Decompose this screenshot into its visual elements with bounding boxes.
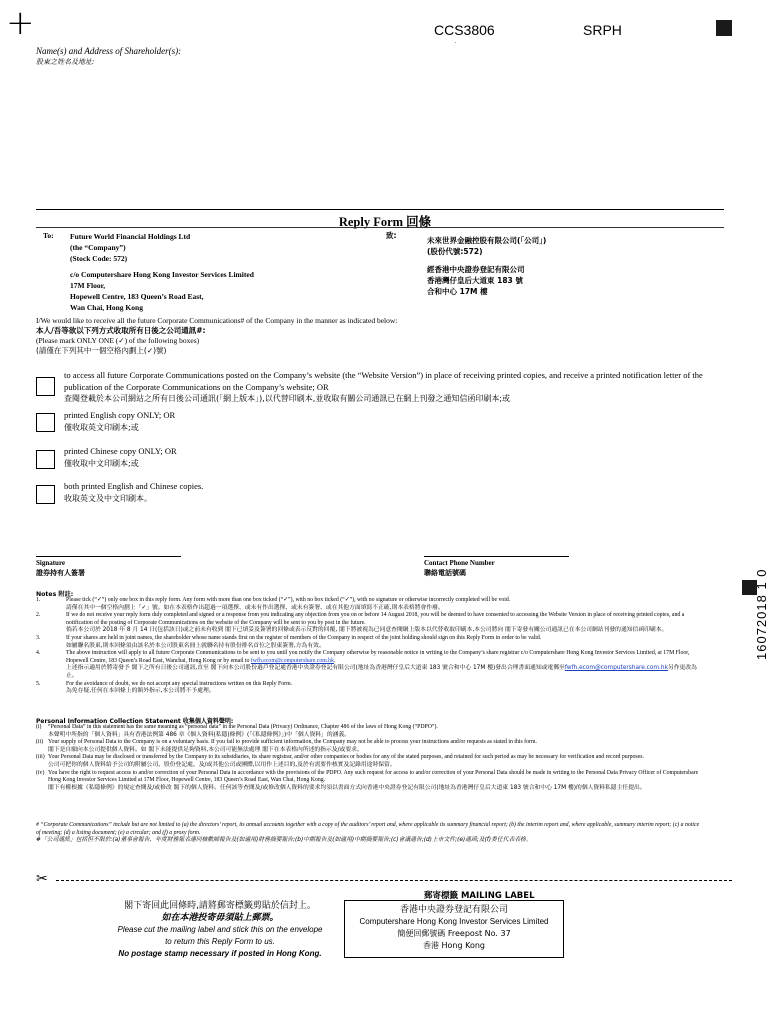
phone-label-en: Contact Phone Number	[424, 559, 495, 567]
note-item: 4. The above instruction will apply to all future Corporate Communications to be sent to you until you notify the Company otherwise by reasonable notice in writing to the Company’s share registrar c/o Computershare Hong Kong Investor Services Limited, at 17M Floor, Hopewell Centre, 183 Queen’s Road East, Wanchai, Hong Kong or by email to fwfh.ecom@computershare.com.hk. 上述指示適用於將寄發予 閣下之所有日後公司通訊,直至 閣下向本公司股份過戶登記處香港中央證券登記有限公司(地址為香港灣仔皇后大道東 183 號合和中心 17M 樓)發出合理書面通知或電郵至fwfh.ecom@computershare.com.hk另作更改為止。	[36, 650, 697, 679]
signature-label	[36, 559, 85, 578]
registrar-email-link-zh[interactable]: fwfh.ecom@computershare.com.hk	[564, 665, 668, 672]
option-website-checkbox[interactable]	[36, 377, 55, 396]
registrar-en: c/o Computershare Hong Kong Investor Services Limited	[70, 270, 254, 279]
note-item: 5. For the avoidance of doubt, we do not accept any special instructions written on this Reply Form. 為免存疑,任何在本回條上的額外指示,本公司將不予處理。	[36, 680, 293, 695]
mailing-address-box	[344, 900, 564, 958]
mailing-instructions	[80, 900, 360, 960]
option-website-zh: 查閱登載於本公司網站之所有日後公司通訊(「網上版本」),以代替印刷本,並收取有關公司通訊已在網上刊發之通知信函印刷本;或	[64, 394, 511, 403]
company-name-zh: 未來世界金融控股有限公司(「公司」)	[427, 236, 547, 245]
shareholder-label-zh: 股東之姓名及地址:	[36, 58, 95, 66]
option-both-en: both printed English and Chinese copies.	[64, 481, 204, 491]
title-rule-top	[36, 209, 724, 210]
stock-code-zh: (股份代號:572)	[427, 247, 483, 256]
mailing-instruction-en2: to return this Reply Form to us.	[165, 937, 275, 946]
registrar-email-link[interactable]: fwfh.ecom@computershare.com.hk	[250, 657, 334, 664]
notes-list	[36, 597, 702, 696]
to-label-zh: 致:	[386, 231, 397, 240]
option-chinese-en: printed Chinese copy ONLY; OR	[64, 446, 177, 456]
address-line1-zh: 香港灣仔皇后大道東 183 號	[427, 276, 523, 285]
mailing-instruction-en1: Please cut the mailing label and stick this on the envelope	[117, 925, 323, 934]
mailing-instruction-en3: No postage stamp necessary if posted in Hong Kong.	[118, 949, 322, 958]
address-line2-en: Hopewell Centre, 183 Queen’s Road East,	[70, 292, 204, 301]
option-website-text	[64, 370, 724, 405]
signature-line[interactable]	[36, 556, 181, 557]
instruction-line1-zh: 本人/吾等欲以下列方式收取所有日後之公司通訊#:	[36, 326, 206, 335]
mailing-box-city: 香港 Hong Kong	[422, 941, 486, 950]
scissors-icon: ✂	[36, 871, 48, 887]
option-chinese-checkbox[interactable]	[36, 450, 55, 469]
reply-form-title: Reply Form 回條	[338, 215, 432, 229]
address-line1-en: 17M Floor,	[70, 281, 106, 290]
corner-marker-icon	[716, 20, 732, 36]
mailing-box-freepost: 簡便回郵號碼 Freepost No. 37	[397, 929, 511, 938]
option-both-checkbox[interactable]	[36, 485, 55, 504]
mailing-box-registrar-en: Computershare Hong Kong Investor Services Limited	[359, 917, 549, 926]
stock-code-en: (Stock Code: 572)	[70, 254, 128, 263]
option-english-checkbox[interactable]	[36, 413, 55, 432]
notes-heading: Notes 附註:	[36, 591, 74, 598]
side-barcode-text: 16072018 1 0	[754, 568, 769, 660]
note-item: 2. If we do not receive your reply form duly completed and signed or a response from you indicating any objection from you on or before 14 August 2018, you will be deemed to have consented to accessing the Website Version in place of receiving printed copies, and a notification of the posting of Corporate Communications on the website of the Company will be sent to you by post in the future. 倘若本公司於 2018 年 8 月 14 日(包括該日)或之前未有收到 閣下已填妥及簽署的回條或表示反對的回覆, 閣下將被視為已同意查閱網上版本以代替收取印刷本,本公司將向 閣下寄發有關公司通訊已在本公司網站刊發的通知信函印刷本。	[36, 612, 685, 634]
option-chinese-text	[64, 446, 177, 469]
option-chinese-zh: 僅收取中文印刷本;或	[64, 458, 139, 468]
mailing-instruction-zh1: 閣下寄回此回條時,請將郵寄標籤剪貼於信封上。	[124, 901, 316, 911]
corporate-communications-footnote	[36, 822, 702, 845]
mailing-instruction-zh2: 如在本港投寄毋須貼上郵票。	[161, 913, 279, 923]
pics-list	[36, 724, 702, 792]
option-website-en: to access all future Corporate Communications posted on the Company’s website (the “Website Version”) in place of receiving printed copies, and receive a printed notification letter of the publication of the Corporate Communications on the Company’s website; OR	[64, 370, 703, 392]
option-english-en: printed English copy ONLY; OR	[64, 410, 176, 420]
title-rule-bottom	[36, 227, 724, 228]
document-code-2: SRPH	[583, 22, 622, 38]
pics-item: (iv) You have the right to request access to and/or correction of your Personal Data in accordance with the provisions of the PDPO. Any such request for access to and/or correction of your Personal Data should be made in writing to the Personal Data Privacy Officer of Computershare Hong Kong Investor Services Limited at 17M Floor, Hopewell Centre, 183 Queen’s Road East, Wan Chai, Hong Kong. 閣下有權根據《私隱條例》的規定查閱及/或修改 閣下的個人資料。任何該等查閱及/或修改個人資料的要求均須以書面方式向香港中央證券登記有限公司(地址為香港灣仔皇后大道東 183 號合和中心 17M 樓)的個人資料私隱主任提出。	[36, 769, 699, 791]
instruction-block	[36, 316, 726, 356]
pics-item: (i) “Personal Data” in this statement has the same meaning as “personal data” in the Personal Data (Privacy) Ordinance, Chapter 486 of the laws of Hong Kong (“PDPO”). 本聲明中所指的「個人資料」具有香港法例第 486 章《個人資料(私隱)條例》(「《私隱條例》」)中「個人資料」的涵義。	[36, 724, 438, 738]
registrar-zh: 經香港中央證券登記有限公司	[427, 265, 525, 274]
document-code: CCS3806	[434, 22, 495, 38]
option-both-text	[64, 481, 203, 504]
company-alias-en: (the “Company”)	[70, 243, 126, 252]
instruction-line1-en: I/We would like to receive all the future Corporate Communications# of the Company in the manner as indicated below:	[36, 316, 398, 325]
shareholder-label-en: Name(s) and Address of Shareholder(s):	[36, 46, 182, 56]
mailing-label-title: 郵寄標籤 MAILING LABEL	[424, 891, 535, 901]
footnote-en: # “Corporate Communications” include but are not limited to (a) the directors’ report, its annual accounts together with a copy of the auditors’ report and, where applicable its summary financial report; (b) the interim report and, where applicable, summary interim report; (c) a notice of meeting; (d) a listing document; (e) a circular; and (f) a proxy form.	[36, 822, 700, 836]
instruction-line2-en: (Please mark ONLY ONE (✓) of the following boxes)	[36, 336, 200, 345]
phone-label-zh: 聯絡電話號碼	[424, 568, 466, 577]
addressee-zh	[427, 235, 546, 297]
option-english-text	[64, 410, 175, 433]
mailing-box-registrar-zh: 香港中央證券登記有限公司	[399, 905, 508, 915]
address-line3-en: Wan Chai, Hong Kong	[70, 303, 143, 312]
instruction-line2-zh: (請僅在下列其中一個空格內劃上(✓)號)	[36, 346, 167, 355]
phone-label	[424, 559, 495, 578]
note-item: 3. If your shares are held in joint names, the shareholder whose name stands first on the register of members of the Company in respect of the joint holding should sign on this Reply Form in order to be valid. 如屬聯名股東,則本回條須由該名於本公司股東名冊上就聯名持有股份排名首位之股東簽署,方為有效。	[36, 634, 542, 649]
phone-line[interactable]	[424, 556, 569, 557]
address-line2-zh: 合和中心 17M 樓	[427, 287, 488, 296]
option-english-zh: 僅收取英文印刷本;或	[64, 422, 139, 432]
header-dot: ·	[454, 38, 457, 47]
signature-label-en: Signature	[36, 559, 66, 567]
pics-heading: Personal Information Collection Statement 收集個人資料聲明:	[36, 718, 234, 725]
option-both-zh: 收取英文及中文印刷本。	[64, 493, 152, 503]
cut-line	[56, 880, 732, 881]
note-item: 1. Please tick (“✓”) only one box in this reply form. Any form with more than one box ticked (“✓”), with no box ticked (“✓”), with no signature or otherwise incorrectly completed will be void. 請僅在其中一個空格內劃上「✓」號。如在本表格作出超過一項選擇、或未有作出選擇、或未有簽署、或在其他方面填寫不正確,則本表格將會作廢。	[36, 597, 511, 611]
signature-label-zh: 證券持有人簽署	[36, 568, 85, 577]
footnote-zh: #「公司通訊」包括但不限於:(a)董事會報告、年度財務報表連同核數師報告及(如適用)財務摘要報告;(b)中期報告及(如適用)中期摘要報告;(c)會議通告;(d)上市文件;(e)通函;及(f)委任代表表格。	[36, 837, 532, 844]
pics-item: (iii) Your Personal Data may be disclosed or transferred by the Company to its subsidiaries, its share registrar, and/or other companies or bodies for any of the stated purposes, and retained for such period as may be necessary for verification and record purposes. 公司可把你的個人資料給予公司的附屬公司、股份登記處、及/或其他公司或團體,以用作上述目的,及於有需要作核實及記錄用途時保留。	[36, 754, 644, 768]
addressee-en	[70, 231, 254, 313]
registration-cross-icon: +	[6, 3, 35, 43]
company-name-en: Future World Financial Holdings Ltd	[70, 232, 191, 241]
pics-item: (ii) Your supply of Personal Data to the Company is on a voluntary basis. If you fail to provide sufficient information, the Company may not be able to process your instructions and/or requests as stated in this form. 閣下是自願向本公司提供個人資料。如 閣下未能提供足夠資料,本公司可能無法處理 閣下在本表格內所述的指示及/或要求。	[36, 739, 537, 753]
to-label: To:	[43, 231, 54, 240]
